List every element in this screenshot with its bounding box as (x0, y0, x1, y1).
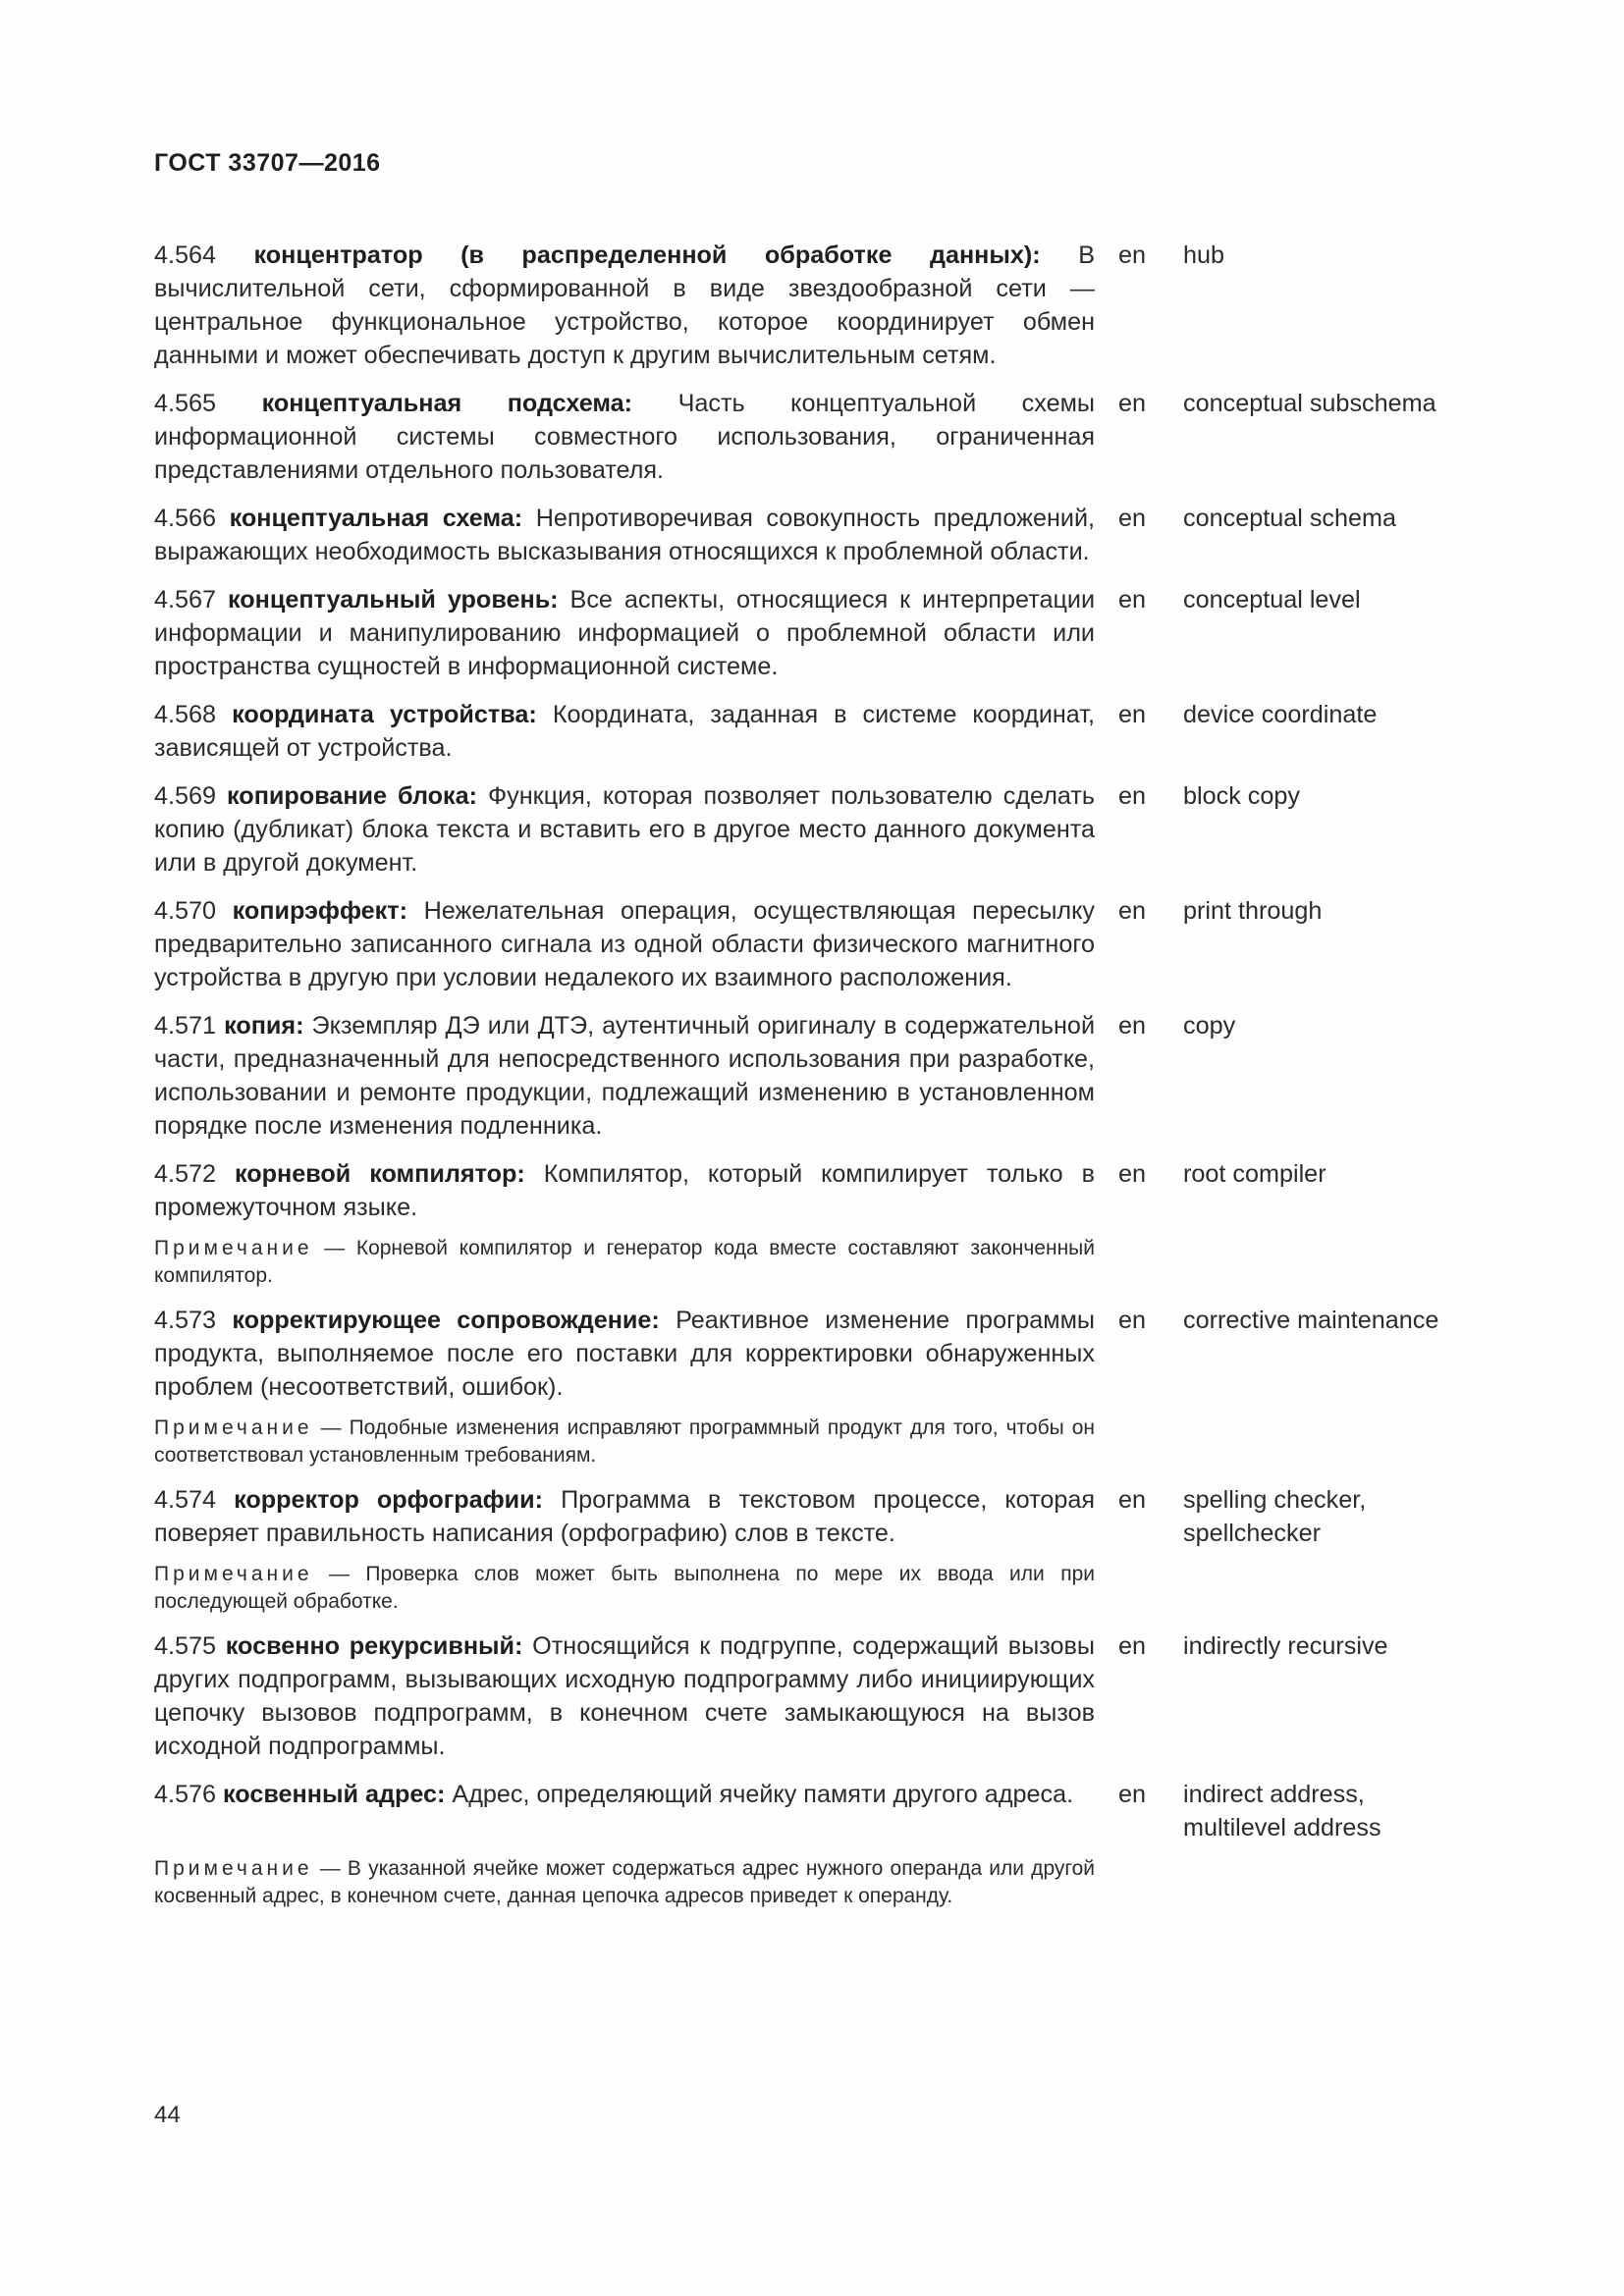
language-code: en (1118, 390, 1147, 417)
language-code: en (1118, 1160, 1147, 1188)
term-number: 4.572 (154, 1160, 217, 1188)
term-definition (154, 779, 1095, 880)
language-code: en (1118, 1307, 1147, 1334)
english-equivalent: device coordinate (1183, 701, 1378, 728)
english-equivalent: block copy (1183, 782, 1301, 810)
term-definition (154, 1778, 1095, 1811)
term-entry (154, 698, 1509, 765)
term-definition (154, 387, 1095, 487)
term-definition (154, 1009, 1095, 1143)
term-text: Экземпляр ДЭ или ДТЭ, аутентичный оригиналу в содержательной части, предназначенный для непосредственного использования при разработке, использовании и ремонте продукции, подлежащий изменению в установленном порядке после изменения подленника. (154, 1012, 1096, 1140)
term-number: 4.570 (154, 897, 217, 925)
term-entry (154, 583, 1509, 683)
term-text: Непротиворечивая совокупность предложений, выражающих необходимость высказывания относящихся к проблемной области. (154, 505, 1096, 565)
language-code: en (1118, 586, 1147, 614)
term-note (154, 1415, 1095, 1469)
term-definition (154, 698, 1095, 765)
term-entry (154, 239, 1509, 372)
term-text: Программа в текстовом процессе, которая поверяет правильность написания (орфографию) слов в тексте. (154, 1486, 1096, 1547)
term-text: Нежелательная операция, осуществляющая пересылку предварительно записанного сигнала из одной области физического магнитного устройства в другую при условии недалекого их взаимного расположения. (154, 897, 1096, 991)
note-label: Примечание (154, 1857, 313, 1880)
term-definition (154, 1629, 1095, 1763)
term-title: корневой компилятор: (234, 1160, 525, 1188)
term-entry (154, 779, 1509, 880)
language-code: en (1118, 241, 1147, 269)
term-note (154, 1235, 1095, 1290)
language-code: en (1118, 1632, 1147, 1660)
language-code: en (1118, 1486, 1147, 1514)
term-note (154, 1855, 1095, 1910)
english-equivalent: copy (1183, 1012, 1236, 1040)
note-label: Примечание (154, 1237, 313, 1259)
term-entry (154, 387, 1509, 487)
term-text: Реактивное изменение программы продукта, выполняемое после его поставки для корректировки обнаруженных проблем (несоответствий, ошибок). (154, 1307, 1096, 1401)
term-title: косвенный адрес: (223, 1781, 446, 1808)
english-equivalent: conceptual subschema (1183, 390, 1436, 417)
english-equivalent: indirectly recursive (1183, 1632, 1388, 1660)
term-number: 4.576 (154, 1781, 217, 1808)
term-entry (154, 1629, 1509, 1763)
note-text: — Проверка слов может быть выполнена по мере их ввода или при последующей обработке. (154, 1563, 1095, 1613)
term-number: 4.567 (154, 586, 217, 614)
term-text: Координата, заданная в системе координат, зависящей от устройства. (154, 701, 1095, 762)
language-code: en (1118, 782, 1147, 810)
term-title: корректирующее сопровождение: (232, 1307, 660, 1334)
term-text: Относящийся к подгруппе, содержащий вызовы других подпрограмм, вызывающих исходную подпрограмму либо инициирующих цепочку вызовов подпрограмм, в конечном счете замыкающуюся на вызов исходной подпрограммы. (154, 1632, 1096, 1760)
language-code: en (1118, 701, 1147, 728)
term-title: копирование блока: (227, 782, 478, 810)
note-label: Примечание (154, 1416, 313, 1439)
term-text: Адрес, определяющий ячейку памяти другого адреса. (452, 1781, 1074, 1808)
page-number: 44 (154, 2102, 181, 2128)
term-title: копирэффект: (232, 897, 407, 925)
term-number: 4.568 (154, 701, 217, 728)
term-definition (154, 1157, 1095, 1224)
term-title: копия: (224, 1012, 304, 1040)
term-title: концентратор (в распределенной обработке данных): (253, 241, 1041, 269)
language-code: en (1118, 897, 1147, 925)
language-code: en (1118, 1012, 1147, 1040)
term-text: Часть концептуальной схемы информационной системы совместного использования, ограниченная представлениями отдельного пользователя. (154, 390, 1095, 484)
term-note (154, 1561, 1095, 1616)
term-text: Все аспекты, относящиеся к интерпретации информации и манипулированию информацией о проблемной области или пространства сущностей в информационной системе. (154, 586, 1096, 680)
term-title: косвенно рекурсивный: (225, 1632, 523, 1660)
language-code: en (1118, 505, 1147, 532)
term-definition (154, 239, 1095, 372)
english-equivalent: spelling checker, spellchecker (1183, 1486, 1367, 1547)
term-entry (154, 1483, 1509, 1550)
term-title: концептуальный уровень: (228, 586, 559, 614)
note-text: — Подобные изменения исправляют программный продукт для того, чтобы он соответствовал установленным требованиям. (154, 1416, 1095, 1467)
note-label: Примечание (154, 1563, 313, 1585)
english-equivalent: print through (1183, 897, 1323, 925)
term-title: концептуальная схема: (229, 505, 523, 532)
note-text: — В указанной ячейке может содержаться адрес нужного операнда или другой косвенный адрес, в конечном счете, данная цепочка адресов приведет к операнду. (154, 1857, 1095, 1907)
english-equivalent: conceptual level (1183, 586, 1361, 614)
term-number: 4.571 (154, 1012, 217, 1040)
term-definition (154, 583, 1095, 683)
terms-list (154, 239, 1509, 1924)
term-number: 4.569 (154, 782, 217, 810)
term-definition (154, 1483, 1095, 1550)
term-title: концептуальная подсхема: (261, 390, 633, 417)
language-code: en (1118, 1781, 1147, 1808)
term-entry (154, 1157, 1509, 1224)
english-equivalent: corrective maintenance (1183, 1307, 1439, 1334)
term-number: 4.566 (154, 505, 217, 532)
term-number: 4.573 (154, 1307, 217, 1334)
term-definition (154, 1304, 1095, 1404)
term-text: В вычислительной сети, сформированной в виде звездообразной сети — центральное функциональное устройство, которое координирует обмен данными и может обеспечивать доступ к другим вычислительным сетям. (154, 241, 1095, 369)
term-number: 4.564 (154, 241, 217, 269)
term-title: координата устройства: (232, 701, 537, 728)
term-title: корректор орфографии: (234, 1486, 544, 1514)
term-entry (154, 502, 1509, 568)
english-equivalent: indirect address, multilevel address (1183, 1781, 1381, 1842)
page-header-standard-id: ГОСТ 33707—2016 (154, 149, 381, 177)
english-equivalent: conceptual schema (1183, 505, 1397, 532)
term-number: 4.565 (154, 390, 217, 417)
term-entry (154, 1778, 1509, 1844)
note-text: — Корневой компилятор и генератор кода вместе составляют законченный компилятор. (154, 1237, 1095, 1287)
term-number: 4.574 (154, 1486, 217, 1514)
term-text: Компилятор, который компилирует только в промежуточном языке. (154, 1160, 1096, 1221)
term-entry (154, 1009, 1509, 1143)
english-equivalent: root compiler (1183, 1160, 1326, 1188)
term-text: Функция, которая позволяет пользователю сделать копию (дубликат) блока текста и вставить его в другое место данного документа или в другой документ. (154, 782, 1095, 877)
term-entry (154, 1304, 1509, 1404)
term-definition (154, 502, 1095, 568)
term-entry (154, 894, 1509, 994)
term-definition (154, 894, 1095, 994)
english-equivalent: hub (1183, 241, 1225, 269)
term-number: 4.575 (154, 1632, 217, 1660)
